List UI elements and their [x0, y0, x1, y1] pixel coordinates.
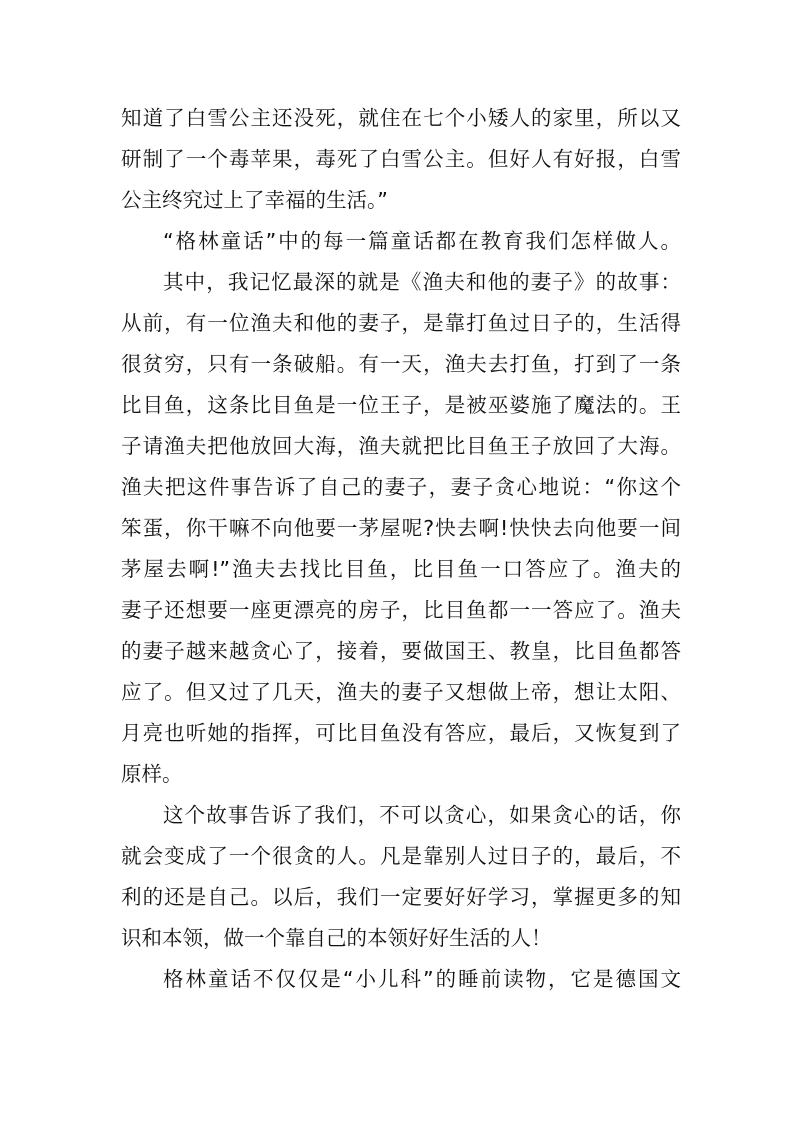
text-line: 格林童话不仅仅是“小儿科”的睡前读物，它是德国文 [163, 967, 681, 991]
text-line: 这个故事告诉了我们，不可以贪心，如果贪心的话，你 [163, 803, 681, 827]
text-line: 就会变成了一个很贪的人。凡是靠别人过日子的，最后，不 [121, 844, 681, 868]
text-line: 的妻子越来越贪心了，接着，要做国王、教皇，比目鱼都答 [121, 639, 681, 663]
text-line: 妻子还想要一座更漂亮的房子，比目鱼都一一答应了。渔夫 [121, 598, 681, 622]
text-line: 原样。 [121, 762, 183, 786]
text-line: 应了。但又过了几天，渔夫的妻子又想做上帝，想让太阳、 [121, 680, 681, 704]
text-line: 识和本领，做一个靠自己的本领好好生活的人！ [121, 926, 552, 950]
text-line: 从前，有一位渔夫和他的妻子，是靠打鱼过日子的，生活得 [121, 311, 681, 335]
text-line: “格林童话”中的每一篇童话都在教育我们怎样做人。 [163, 229, 681, 253]
text-line: 其中，我记忆最深的就是《渔夫和他的妻子》的故事： [163, 270, 681, 294]
text-line: 渔夫把这件事告诉了自己的妻子，妻子贪心地说：“你这个 [121, 475, 681, 499]
text-line: 子请渔夫把他放回大海，渔夫就把比目鱼王子放回了大海。 [121, 434, 681, 458]
text-line: 比目鱼，这条比目鱼是一位王子，是被巫婆施了魔法的。王 [121, 393, 681, 417]
text-line: 茅屋去啊!”渔夫去找比目鱼，比目鱼一口答应了。渔夫的 [121, 557, 681, 581]
text-line: 利的还是自己。以后，我们一定要好好学习，掌握更多的知 [121, 885, 681, 909]
text-line: 研制了一个毒苹果，毒死了白雪公主。但好人有好报，白雪 [121, 147, 681, 171]
text-line: 笨蛋，你干嘛不向他要一茅屋呢?快去啊!快快去向他要一间 [121, 516, 681, 540]
text-line: 很贫穷，只有一条破船。有一天，渔夫去打鱼，打到了一条 [121, 352, 681, 376]
text-line: 月亮也听她的指挥，可比目鱼没有答应，最后，又恢复到了 [121, 721, 681, 745]
text-line: 知道了白雪公主还没死，就住在七个小矮人的家里，所以又 [121, 106, 681, 130]
body-text [121, 98, 681, 1000]
text-line: 公主终究过上了幸福的生活。” [121, 188, 388, 212]
